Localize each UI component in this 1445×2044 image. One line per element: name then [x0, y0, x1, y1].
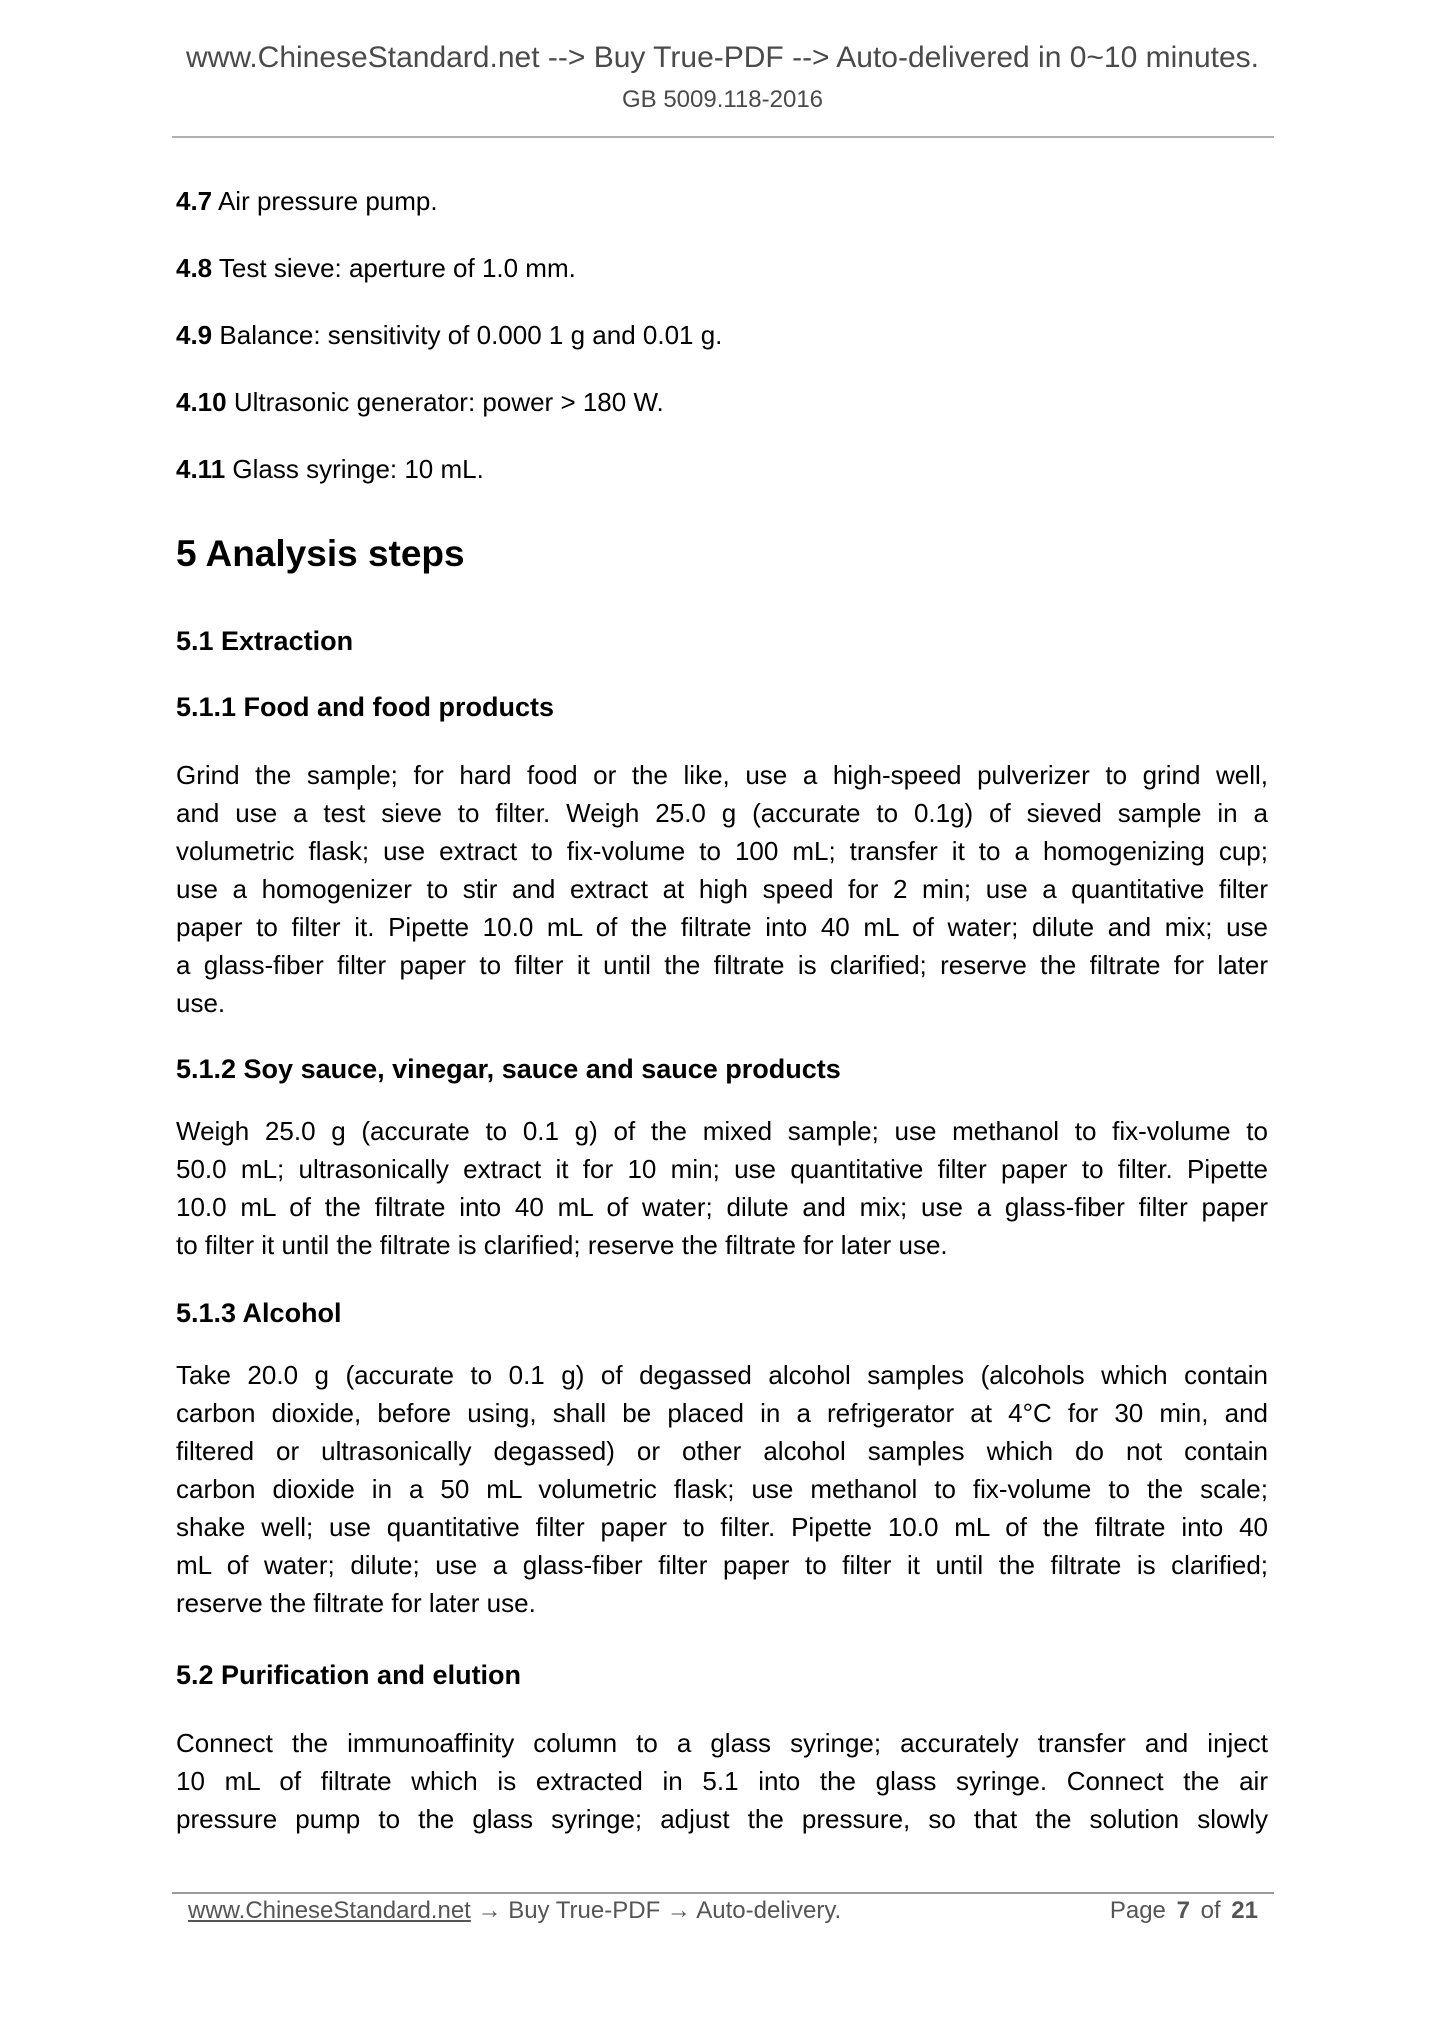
list-item	[176, 186, 1268, 216]
subsection-heading: 5.1.1 Food and food products	[176, 692, 554, 722]
item-text: Ultrasonic generator: power > 180 W.	[233, 387, 664, 417]
item-text: Glass syringe: 10 mL.	[232, 454, 484, 484]
list-item	[176, 320, 1268, 350]
paragraph-line: to filter it until the filtrate is clarified; reserve the filtrate for later use.	[176, 1230, 948, 1260]
item-number: 4.10	[176, 387, 227, 417]
paragraph-line: 50.0 mL; ultrasonically extract it for 10 min; use quantitative filter paper to filter. Pipette	[176, 1154, 1268, 1184]
page-label: Page	[1109, 1897, 1166, 1924]
paragraph-line: a glass-fiber filter paper to filter it until the filtrate is clarified; reserve the filtrate for later	[176, 950, 1268, 980]
paragraph-line: volumetric flask; use extract to fix-volume to 100 mL; transfer it to a homogenizing cup;	[176, 836, 1268, 866]
paragraph-line: and use a test sieve to filter. Weigh 25.0 g (accurate to 0.1g) of sieved sample in a	[176, 798, 1268, 828]
footer-delivery-text: Auto-delivery.	[696, 1897, 842, 1924]
paragraph-line: 10.0 mL of the filtrate into 40 mL of water; dilute and mix; use a glass-fiber filter paper	[176, 1192, 1268, 1222]
subsection-heading: 5.1 Extraction	[176, 626, 354, 656]
of-label: of	[1200, 1897, 1221, 1924]
paragraph-line: carbon dioxide, before using, shall be placed in a refrigerator at 4°C for 30 min, and	[176, 1398, 1268, 1428]
paragraph-line: pressure pump to the glass syringe; adjust the pressure, so that the solution slowly	[176, 1804, 1268, 1834]
paragraph-line: Grind the sample; for hard food or the like, use a high-speed pulverizer to grind well,	[176, 760, 1268, 790]
paragraph-line: carbon dioxide in a 50 mL volumetric flask; use methanol to fix-volume to the scale;	[176, 1474, 1268, 1504]
item-text: Balance: sensitivity of 0.000 1 g and 0.01 g.	[219, 320, 723, 350]
header-banner: www.ChineseStandard.net --> Buy True-PDF --> Auto-delivered in 0~10 minutes.	[185, 41, 1260, 74]
page-current: 7	[1176, 1897, 1190, 1924]
subsection-heading: 5.2 Purification and elution	[176, 1660, 522, 1690]
section-heading: 5 Analysis steps	[176, 533, 465, 574]
paragraph-line: filtered or ultrasonically degassed) or other alcohol samples which do not contain	[176, 1436, 1268, 1466]
paragraph-line: shake well; use quantitative filter paper to filter. Pipette 10.0 mL of the filtrate into 40	[176, 1512, 1268, 1542]
page-number	[1110, 1896, 1258, 1926]
paragraph-line: use.	[176, 988, 226, 1018]
standard-code: GB 5009.118-2016	[621, 86, 824, 113]
paragraph-line: Take 20.0 g (accurate to 0.1 g) of degassed alcohol samples (alcohols which contain	[176, 1360, 1268, 1390]
paragraph-line: paper to filter it. Pipette 10.0 mL of the filtrate into 40 mL of water; dilute and mix; use	[176, 912, 1268, 942]
item-number: 4.11	[176, 454, 226, 484]
subsection-heading: 5.1.2 Soy sauce, vinegar, sauce and sauce products	[176, 1054, 841, 1084]
list-item	[176, 253, 1268, 283]
footer-buy-text: Buy True-PDF	[508, 1897, 661, 1924]
paragraph-line: Connect the immunoaffinity column to a glass syringe; accurately transfer and inject	[176, 1728, 1268, 1758]
item-text: Test sieve: aperture of 1.0 mm.	[218, 253, 576, 283]
item-number: 4.8	[176, 253, 213, 283]
paragraph-line: Weigh 25.0 g (accurate to 0.1 g) of the mixed sample; use methanol to fix-volume to	[176, 1116, 1268, 1146]
paragraph-line: reserve the filtrate for later use.	[176, 1588, 536, 1618]
footer-promo	[188, 1896, 841, 1926]
footer-divider	[172, 1892, 1274, 1894]
page-total: 21	[1231, 1897, 1258, 1924]
footer-site-link[interactable]: www.ChineseStandard.net	[188, 1897, 471, 1924]
paragraph-line: use a homogenizer to stir and extract at high speed for 2 min; use a quantitative filter	[176, 874, 1268, 904]
subsection-heading: 5.1.3 Alcohol	[176, 1298, 342, 1328]
page-footer	[188, 1896, 1258, 1926]
paragraph-line: 10 mL of filtrate which is extracted in 5.1 into the glass syringe. Connect the air	[176, 1766, 1268, 1796]
paragraph-line: mL of water; dilute; use a glass-fiber filter paper to filter it until the filtrate is clarified;	[176, 1550, 1268, 1580]
item-number: 4.7	[176, 186, 213, 216]
item-number: 4.9	[176, 320, 213, 350]
list-item	[176, 454, 1268, 484]
arrow-right-icon: →	[666, 1897, 691, 1924]
list-item	[176, 387, 1268, 417]
arrow-right-icon: →	[477, 1897, 502, 1924]
header-divider	[172, 136, 1274, 138]
item-text: Air pressure pump.	[217, 186, 438, 216]
